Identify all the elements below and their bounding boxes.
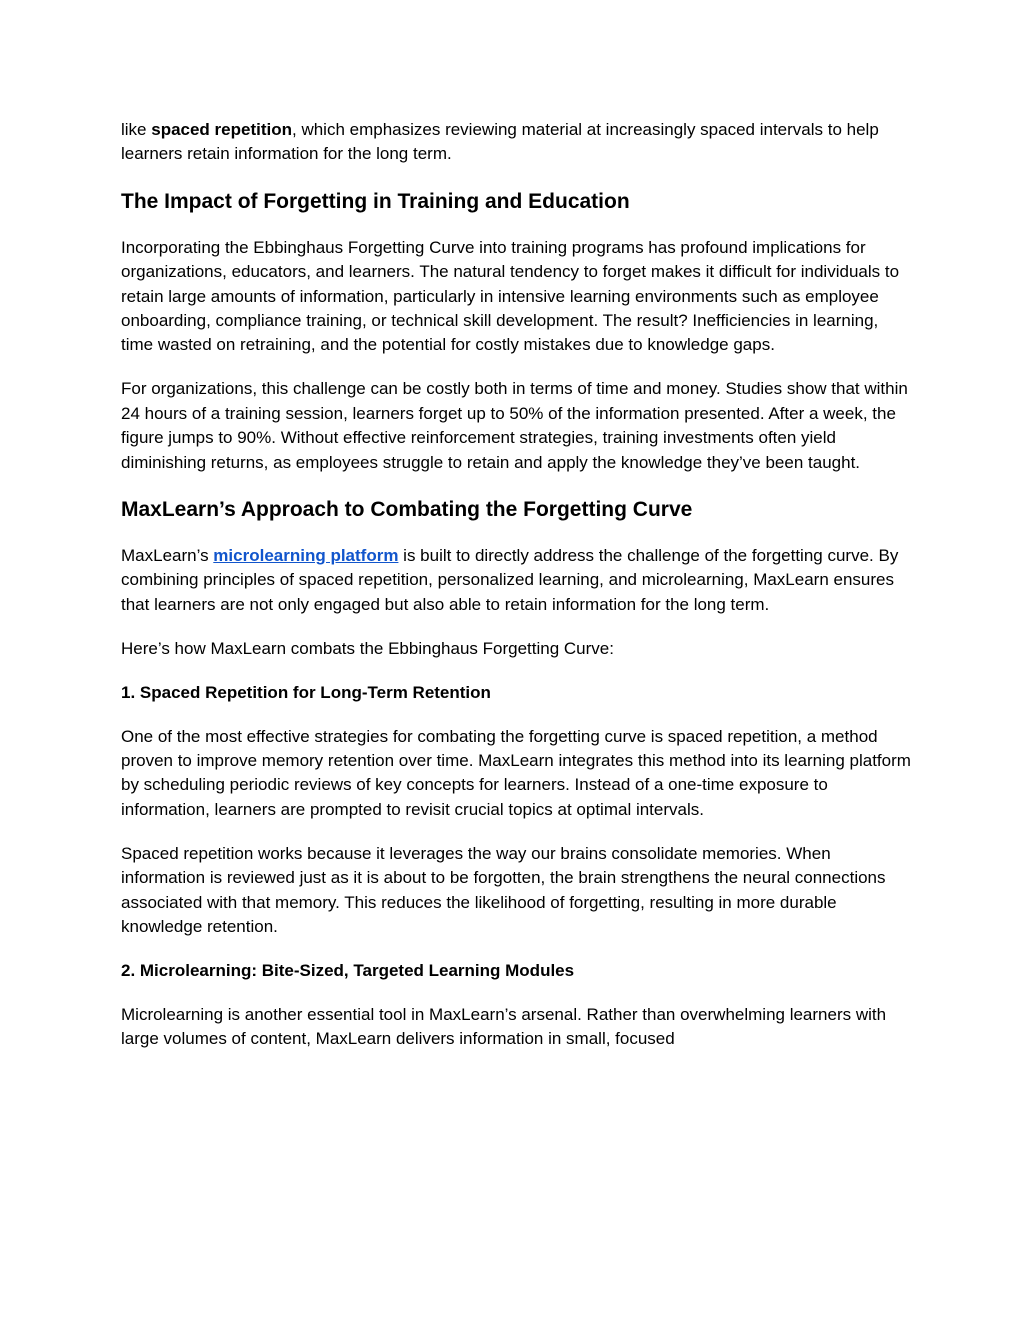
microlearning-platform-link[interactable]: microlearning platform: [213, 545, 399, 565]
document-page: [121, 118, 911, 1052]
microlearning-heading: 2. Microlearning: Bite-Sized, Targeted Learning Modules: [121, 960, 575, 980]
section-impact-paragraph-2: For organizations, this challenge can be costly both in terms of time and money. Studies show that within 24 hours of a training session, learners forget up to 50% of the information presented. After a week, the figure jumps to 90%. Without effective reinforcement strategies, training investments often yield diminishing returns, as employees struggle to retain and apply the knowledge they’ve been taught.: [121, 379, 908, 472]
section-approach-paragraph-2: Here’s how MaxLearn combats the Ebbinghaus Forgetting Curve:: [121, 638, 614, 658]
section-impact-paragraph-1: Incorporating the Ebbinghaus Forgetting Curve into training programs has profound implications for organizations, educators, and learners. The natural tendency to forget makes it difficult for individuals to retain large amounts of information, particularly in intensive learning environments such as employee onboarding, compliance training, or technical skill development. The result? Inefficiencies in learning, time wasted on retraining, and the potential for costly mistakes due to knowledge gaps.: [121, 237, 900, 355]
intro-bold-term: spaced repetition: [151, 120, 292, 139]
section-approach-paragraph-1: [121, 544, 911, 617]
intro-rest-text: , which emphasizes reviewing material at increasingly spaced intervals to help learners retain information for the long term.: [121, 120, 879, 164]
intro-lead-text: like: [121, 120, 152, 139]
section-approach-heading: MaxLearn’s Approach to Combating the Forgetting Curve: [121, 497, 693, 521]
microlearning-paragraph-1: Microlearning is another essential tool in MaxLearn’s arsenal. Rather than overwhelming learners with large volumes of content, MaxLearn delivers information in small, focused: [121, 1004, 887, 1049]
intro-paragraph: [121, 118, 911, 167]
spaced-repetition-paragraph-1: One of the most effective strategies for combating the forgetting curve is spaced repetition, a method proven to improve memory retention over time. MaxLearn integrates this method into its learning platform by scheduling periodic reviews of key concepts for learners. Instead of a one-time exposure to information, learners are prompted to revisit crucial topics at optimal intervals.: [121, 726, 911, 819]
spaced-repetition-heading: 1. Spaced Repetition for Long-Term Retention: [121, 682, 491, 702]
approach-lead-text: MaxLearn’s: [121, 545, 214, 565]
section-impact-heading: The Impact of Forgetting in Training and Education: [121, 189, 630, 213]
approach-rest-text: is built to directly address the challenge of the forgetting curve. By combining principles of spaced repetition, personalized learning, and microlearning, MaxLearn ensures that learners are not only engaged but also able to retain information for the long term.: [121, 545, 899, 614]
spaced-repetition-paragraph-2: Spaced repetition works because it leverages the way our brains consolidate memories. When information is reviewed just as it is about to be forgotten, the brain strengthens the neural connections associated with that memory. This reduces the likelihood of forgetting, resulting in more durable knowledge retention.: [121, 843, 886, 936]
